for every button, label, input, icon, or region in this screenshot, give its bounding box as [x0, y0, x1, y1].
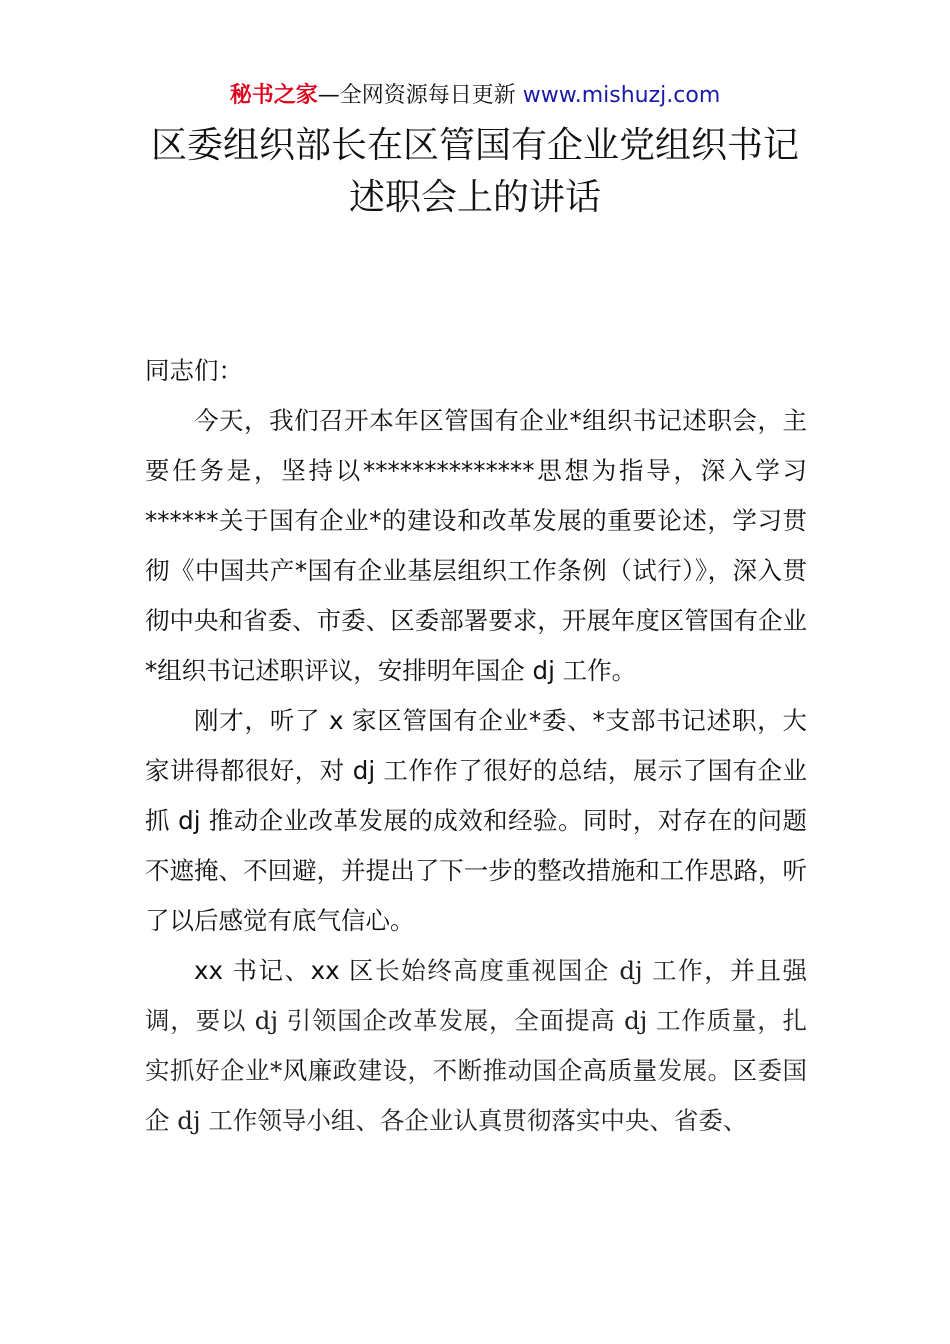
paragraph-3-segment: xx 书记、xx 区 — [194, 956, 376, 985]
paragraph-3-segment: 强调，要以 dj 引领国企改革发展，全面提高 dj 工作质量，扎实抓好企业* — [145, 956, 807, 1085]
document-title — [0, 120, 950, 224]
document-body — [145, 346, 807, 1146]
paragraph-1: 今天，我们召开本年区管国有企业*组织书记述职会，主要任务是，坚持以**************思想为指导，深入学习******关于国有企业*的建设和改革发展的重要论述，学习贯彻《中国共产*国有企业基层组织工作条例（试行）》，深入贯彻中央和省委、市委、区委部署要求，开展年度区管国有企业*组织书记述职评议，安排明年国企 dj 工作。 — [145, 406, 807, 685]
paragraph-3-segment: 高质量 — [582, 1056, 658, 1085]
banner-slogan: —全网资源每日更新 — [317, 83, 523, 108]
paragraph-3-segment: ，并且 — [704, 956, 783, 985]
paragraph-3-segment: 风 — [282, 1056, 308, 1085]
header-banner — [0, 80, 950, 112]
banner-url[interactable]: www.mishuzj.com — [522, 83, 721, 108]
title-line-2: 述职会上的讲话 — [348, 177, 601, 218]
salutation: 同志们： — [145, 356, 243, 385]
paragraph-3-segment: 区 — [732, 1056, 758, 1085]
paragraph-3-segment: 长始终高度重视国企 dj 工作 — [375, 956, 705, 985]
brand-name: 秘书之家 — [229, 83, 318, 108]
paragraph-3-segment: 委国企 dj 工作领导小组、各企业认真贯彻落实中央、省委、 — [145, 1056, 808, 1135]
paragraph-2: 刚才，听了 x 家区管国有企业*委、*支部书记述职，大家讲得都很好，对 dj 工作作了很好的总结，展示了国有企业抓 dj 推动企业改革发展的成效和经验。同时，对存在的问题不遮掩、不回避，并提出了下一步的整改措施和工作思路，听了以后感觉有底气信心。 — [145, 706, 807, 935]
title-line-1: 区委组织部长在区管国有企业党组织书记 — [150, 125, 799, 166]
paragraph-3-segment: 发展。 — [657, 1056, 733, 1085]
paragraph-3 — [145, 946, 807, 1146]
paragraph-3-segment: 廉政建设，不断推动国企 — [307, 1056, 583, 1085]
